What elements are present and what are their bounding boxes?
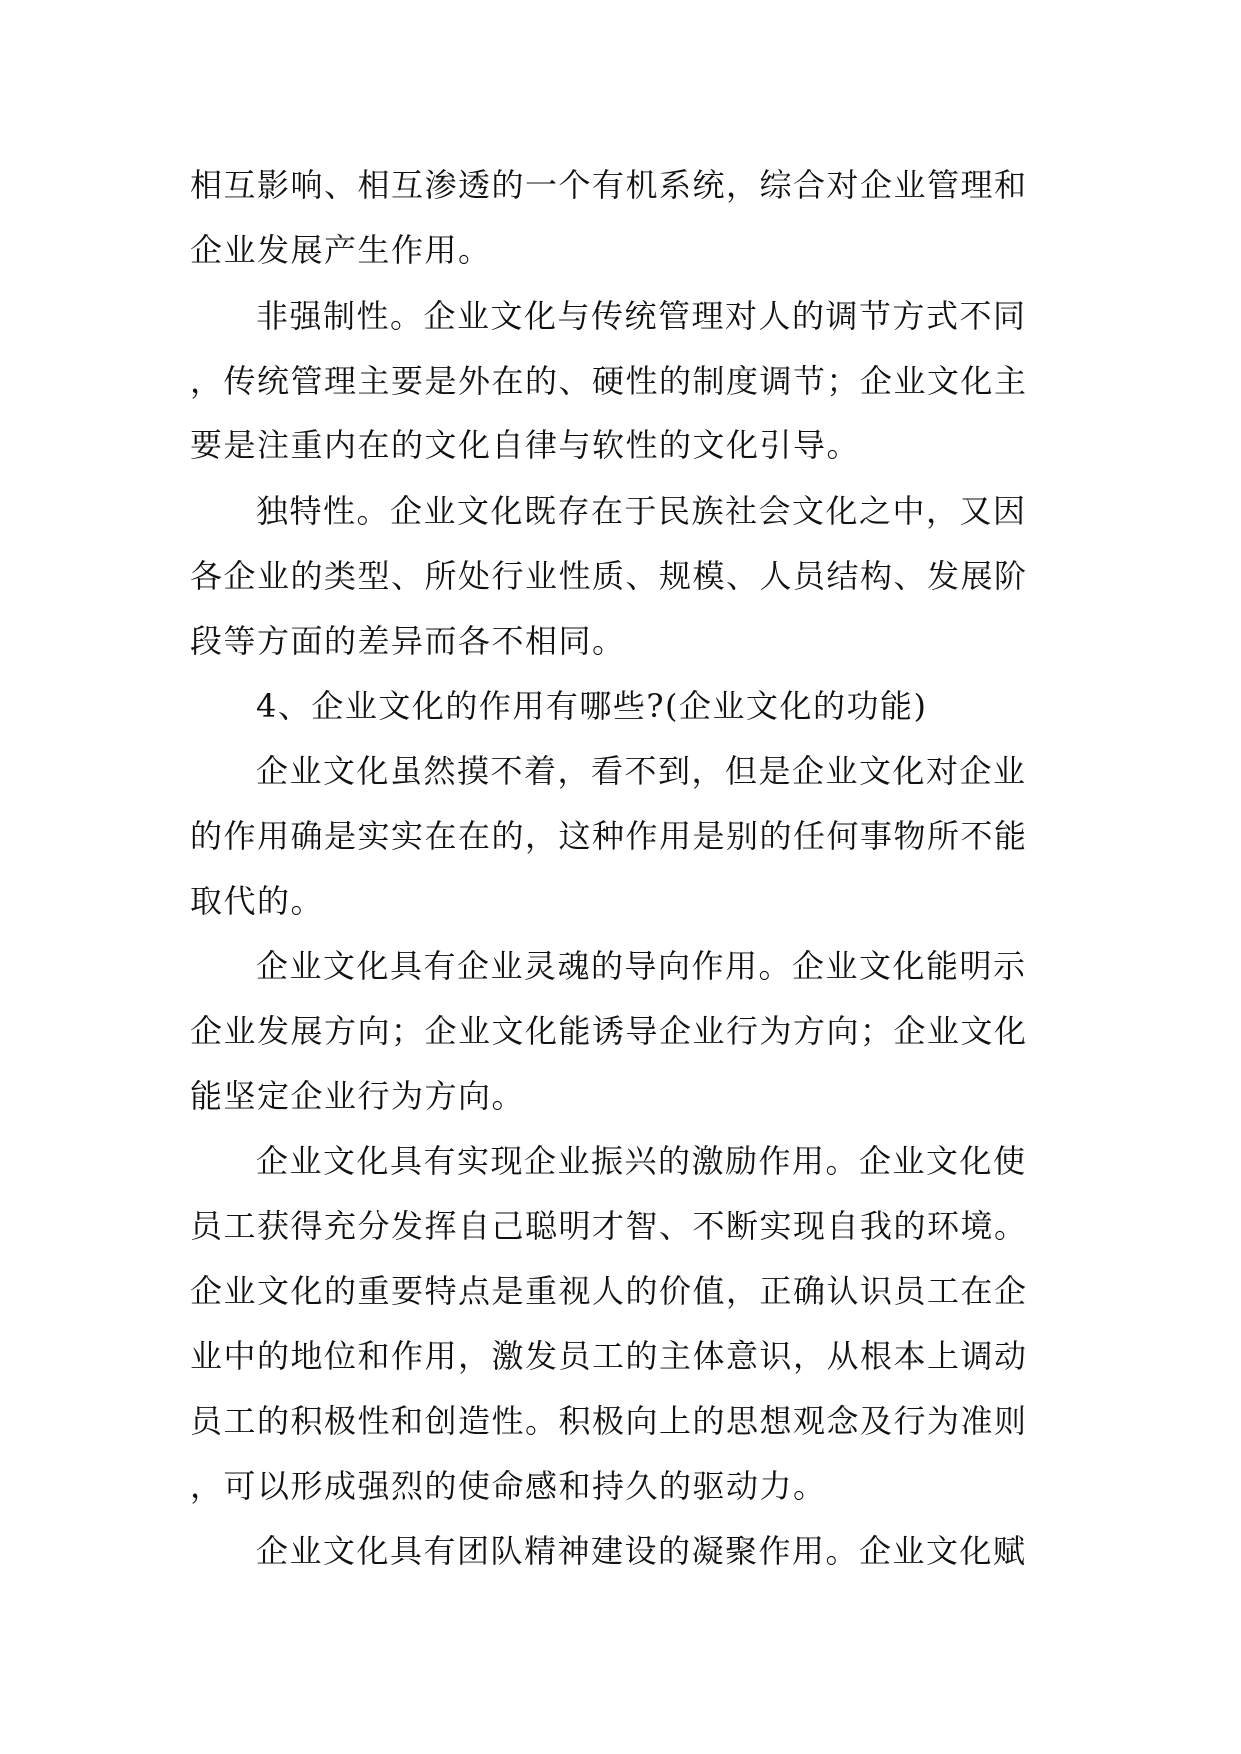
paragraph-start-line: 独特性。企业文化既存在于民族社会文化之中，又因: [256, 492, 1027, 530]
text-line: 各企业的类型、所处行业性质、规模、人员结构、发展阶: [190, 557, 1028, 595]
text-line: 要是注重内在的文化自律与软性的文化引导。: [190, 426, 861, 464]
paragraph-start-line: 非强制性。企业文化与传统管理对人的调节方式不同: [256, 297, 1027, 335]
section-heading: 4、企业文化的作用有哪些?(企业文化的功能): [256, 687, 928, 725]
text-line: ，可以形成强烈的使命感和持久的驱动力。: [190, 1467, 827, 1505]
text-line: 段等方面的差异而各不相同。: [190, 622, 626, 660]
text-line: 企业文化的重要特点是重视人的价值，正确认识员工在企: [190, 1272, 1028, 1310]
text-line: 企业发展产生作用。: [190, 231, 492, 269]
paragraph-start-line: 企业文化具有企业灵魂的导向作用。企业文化能明示: [256, 947, 1027, 985]
paragraph-start-line: 企业文化具有实现企业振兴的激励作用。企业文化使: [256, 1142, 1027, 1180]
text-line: 业中的地位和作用，激发员工的主体意识，从根本上调动: [190, 1337, 1028, 1375]
text-line: 相互影响、相互渗透的一个有机系统，综合对企业管理和: [190, 166, 1028, 204]
text-line: 企业发展方向；企业文化能诱导企业行为方向；企业文化: [190, 1012, 1028, 1050]
paragraph-start-line: 企业文化虽然摸不着，看不到，但是企业文化对企业: [256, 752, 1027, 790]
text-line: 取代的。: [190, 882, 325, 920]
text-line: ，传统管理主要是外在的、硬性的制度调节；企业文化主: [190, 362, 1028, 400]
paragraph-start-line: 企业文化具有团队精神建设的凝聚作用。企业文化赋: [256, 1532, 1027, 1570]
text-line: 的作用确是实实在在的，这种作用是别的任何事物所不能: [190, 817, 1028, 855]
text-line: 能坚定企业行为方向。: [190, 1077, 526, 1115]
text-line: 员工获得充分发挥自己聪明才智、不断实现自我的环境。: [190, 1207, 1028, 1245]
text-line: 员工的积极性和创造性。积极向上的思想观念及行为准则: [190, 1402, 1028, 1440]
